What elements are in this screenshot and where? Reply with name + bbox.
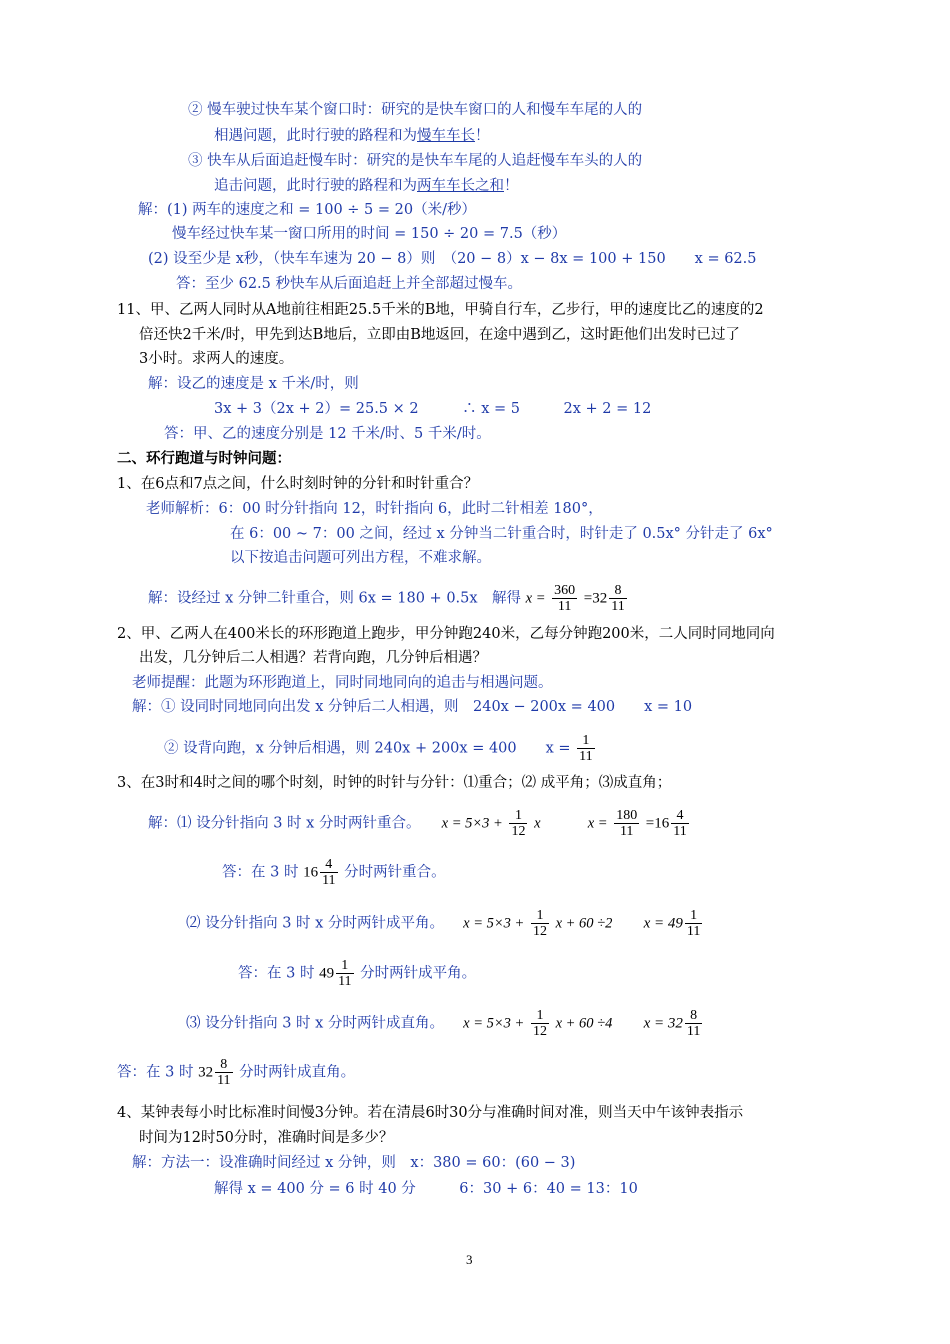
text-line: 解：⑴ 设分针指向 3 时 x 分时两针重合。 x = 5×3 + $\frac{1}{12}$ x x = $\frac{180}{11}$ =16 $\frac{4}{11}$ — [148, 808, 691, 839]
fraction: $\frac{1}{12}$ — [532, 1008, 547, 1039]
page-number: 3 — [466, 1252, 473, 1267]
mixed-number: 32 $\frac{8}{11}$ — [198, 1057, 231, 1088]
text-line: 答：甲、乙的速度分别是 12 千米/时、5 千米/时。 — [164, 426, 491, 442]
mixed-number: 49 $\frac{1}{11}$ — [319, 958, 352, 989]
problem-text: 11、甲、乙两人同时从A地前往相距25.5千米的B地，甲骑自行车，乙步行，甲的速度比乙的速度的2 — [117, 302, 764, 318]
text-line: 答：在 3 时 16 $\frac{4}{11}$ 分时两针重合。 — [222, 857, 446, 888]
problem-text: 出发，几分钟后二人相遇？若背向跑，几分钟后相遇？ — [139, 650, 487, 666]
problem-text: 1、在6点和7点之间，什么时刻时钟的分针和时针重合？ — [117, 476, 479, 492]
text-line: 解得 x = 400 分 = 6 时 40 分 6：30 + 6：40 = 13：10 — [214, 1181, 638, 1197]
mixed-number: =32 $\frac{8}{11}$ — [583, 583, 625, 614]
text-line: 解：设乙的速度是 x 千米/时，则 — [148, 376, 359, 392]
text-line: 答：至少 62.5 秒快车从后面追赶上并全部超过慢车。 — [176, 276, 523, 292]
text-line: 解：(1) 两车的速度之和 = 100 ÷ 5 = 20（米/秒） — [138, 202, 476, 218]
text-line: 答：在 3 时 49 $\frac{1}{11}$ 分时两针成平角。 — [238, 958, 477, 989]
problem-text: 4、某钟表每小时比标准时间慢3分钟。若在清晨6时30分与准确时间对准，则当天中午该钟表指示 — [117, 1105, 744, 1121]
fraction: $\frac{360}{11}$ — [554, 583, 576, 614]
text-line: ⑶ 设分针指向 3 时 x 分时两针成直角。 x = 5×3 + $\frac{1}{12}$ x + 60 ÷4 x = 32 $\frac{8}{11}$ — [186, 1008, 704, 1039]
text-line: 在 6：00 ~ 7：00 之间，经过 x 分钟当二针重合时，时针走了 0.5x° 分针走了 6x° — [230, 526, 773, 542]
mixed-number: x = 49 $\frac{1}{11}$ — [643, 908, 701, 939]
text-line: ⑵ 设分针指向 3 时 x 分时两针成平角。 x = 5×3 + $\frac{1}{12}$ x + 60 ÷2 x = 49 $\frac{1}{11}$ — [186, 908, 704, 939]
fraction: $\frac{1}{11}$ — [579, 733, 593, 764]
section-heading: 二、环行跑道与时钟问题： — [117, 450, 291, 467]
text-line: 解：① 设同时同地同向出发 x 分钟后二人相遇，则 240x − 200x = 400 x = 10 — [132, 699, 693, 715]
mixed-number: =16 $\frac{4}{11}$ — [645, 808, 687, 839]
text-line: 解：设经过 x 分钟二针重合，则 6x = 180 + 0.5x 解得 x = $\frac{360}{11}$ =32 $\frac{8}{11}$ — [148, 583, 629, 614]
fraction: $\frac{1}{12}$ — [511, 808, 526, 839]
text-line: ② 设背向跑，x 分钟后相遇，则 240x + 200x = 400 x = $\frac{1}{11}$ — [164, 733, 593, 764]
text-line: ② 慢车驶过快车某个窗口时：研究的是快车窗口的人和慢车车尾的人的 — [188, 102, 643, 118]
text-line: 答：在 3 时 32 $\frac{8}{11}$ 分时两针成直角。 — [117, 1057, 356, 1088]
problem-text: 3、在3时和4时之间的哪个时刻，时钟的时针与分针：⑴重合；⑵ 成平角；⑶成直角； — [117, 775, 672, 791]
text-line: 以下按追击问题可列出方程，不难求解。 — [230, 550, 491, 566]
text-line: 3x + 3（2x + 2）= 25.5 × 2 ∴ x = 5 2x + 2 = 12 — [214, 401, 652, 417]
text-line: 慢车经过快车某一窗口所用的时间 = 150 ÷ 20 = 7.5（秒） — [172, 226, 567, 242]
text-line: (2) 设至少是 x秒，（快车车速为 20 − 8）则 （20 − 8）x − 8x = 100 + 150 x = 62.5 — [148, 251, 757, 267]
text-line: 追击问题，此时行驶的路程和为两车车长之和！ — [214, 178, 519, 194]
problem-text: 倍还快2千米/时，甲先到达B地后，立即由B地返回，在途中遇到乙，这时距他们出发时已过了 — [139, 327, 740, 343]
problem-text: 时间为12时50分时，准确时间是多少？ — [139, 1130, 394, 1146]
mixed-number: 16 $\frac{4}{11}$ — [303, 857, 336, 888]
text-line: 老师提醒：此题为环形跑道上，同时同地同向的追击与相遇问题。 — [132, 675, 553, 691]
problem-text: 2、甲、乙两人在400米长的环形跑道上跑步，甲分钟跑240米，乙每分钟跑200米，二人同时同地同向 — [117, 626, 775, 642]
fraction: $\frac{1}{12}$ — [532, 908, 547, 939]
text-line: ③ 快车从后面追赶慢车时：研究的是快车车尾的人追赶慢车车头的人的 — [188, 153, 643, 169]
text-line: 相遇问题，此时行驶的路程和为慢车车长！ — [214, 128, 490, 144]
text-line: 老师解析：6：00 时分针指向 12，时针指向 6，此时二针相差 180°， — [146, 501, 603, 517]
problem-text: 3小时。求两人的速度。 — [139, 351, 294, 367]
fraction: $\frac{180}{11}$ — [616, 808, 638, 839]
text-line: 解：方法一：设准确时间经过 x 分钟，则 x：380 = 60：(60 − 3) — [132, 1155, 576, 1171]
mixed-number: x = 32 $\frac{8}{11}$ — [643, 1008, 701, 1039]
